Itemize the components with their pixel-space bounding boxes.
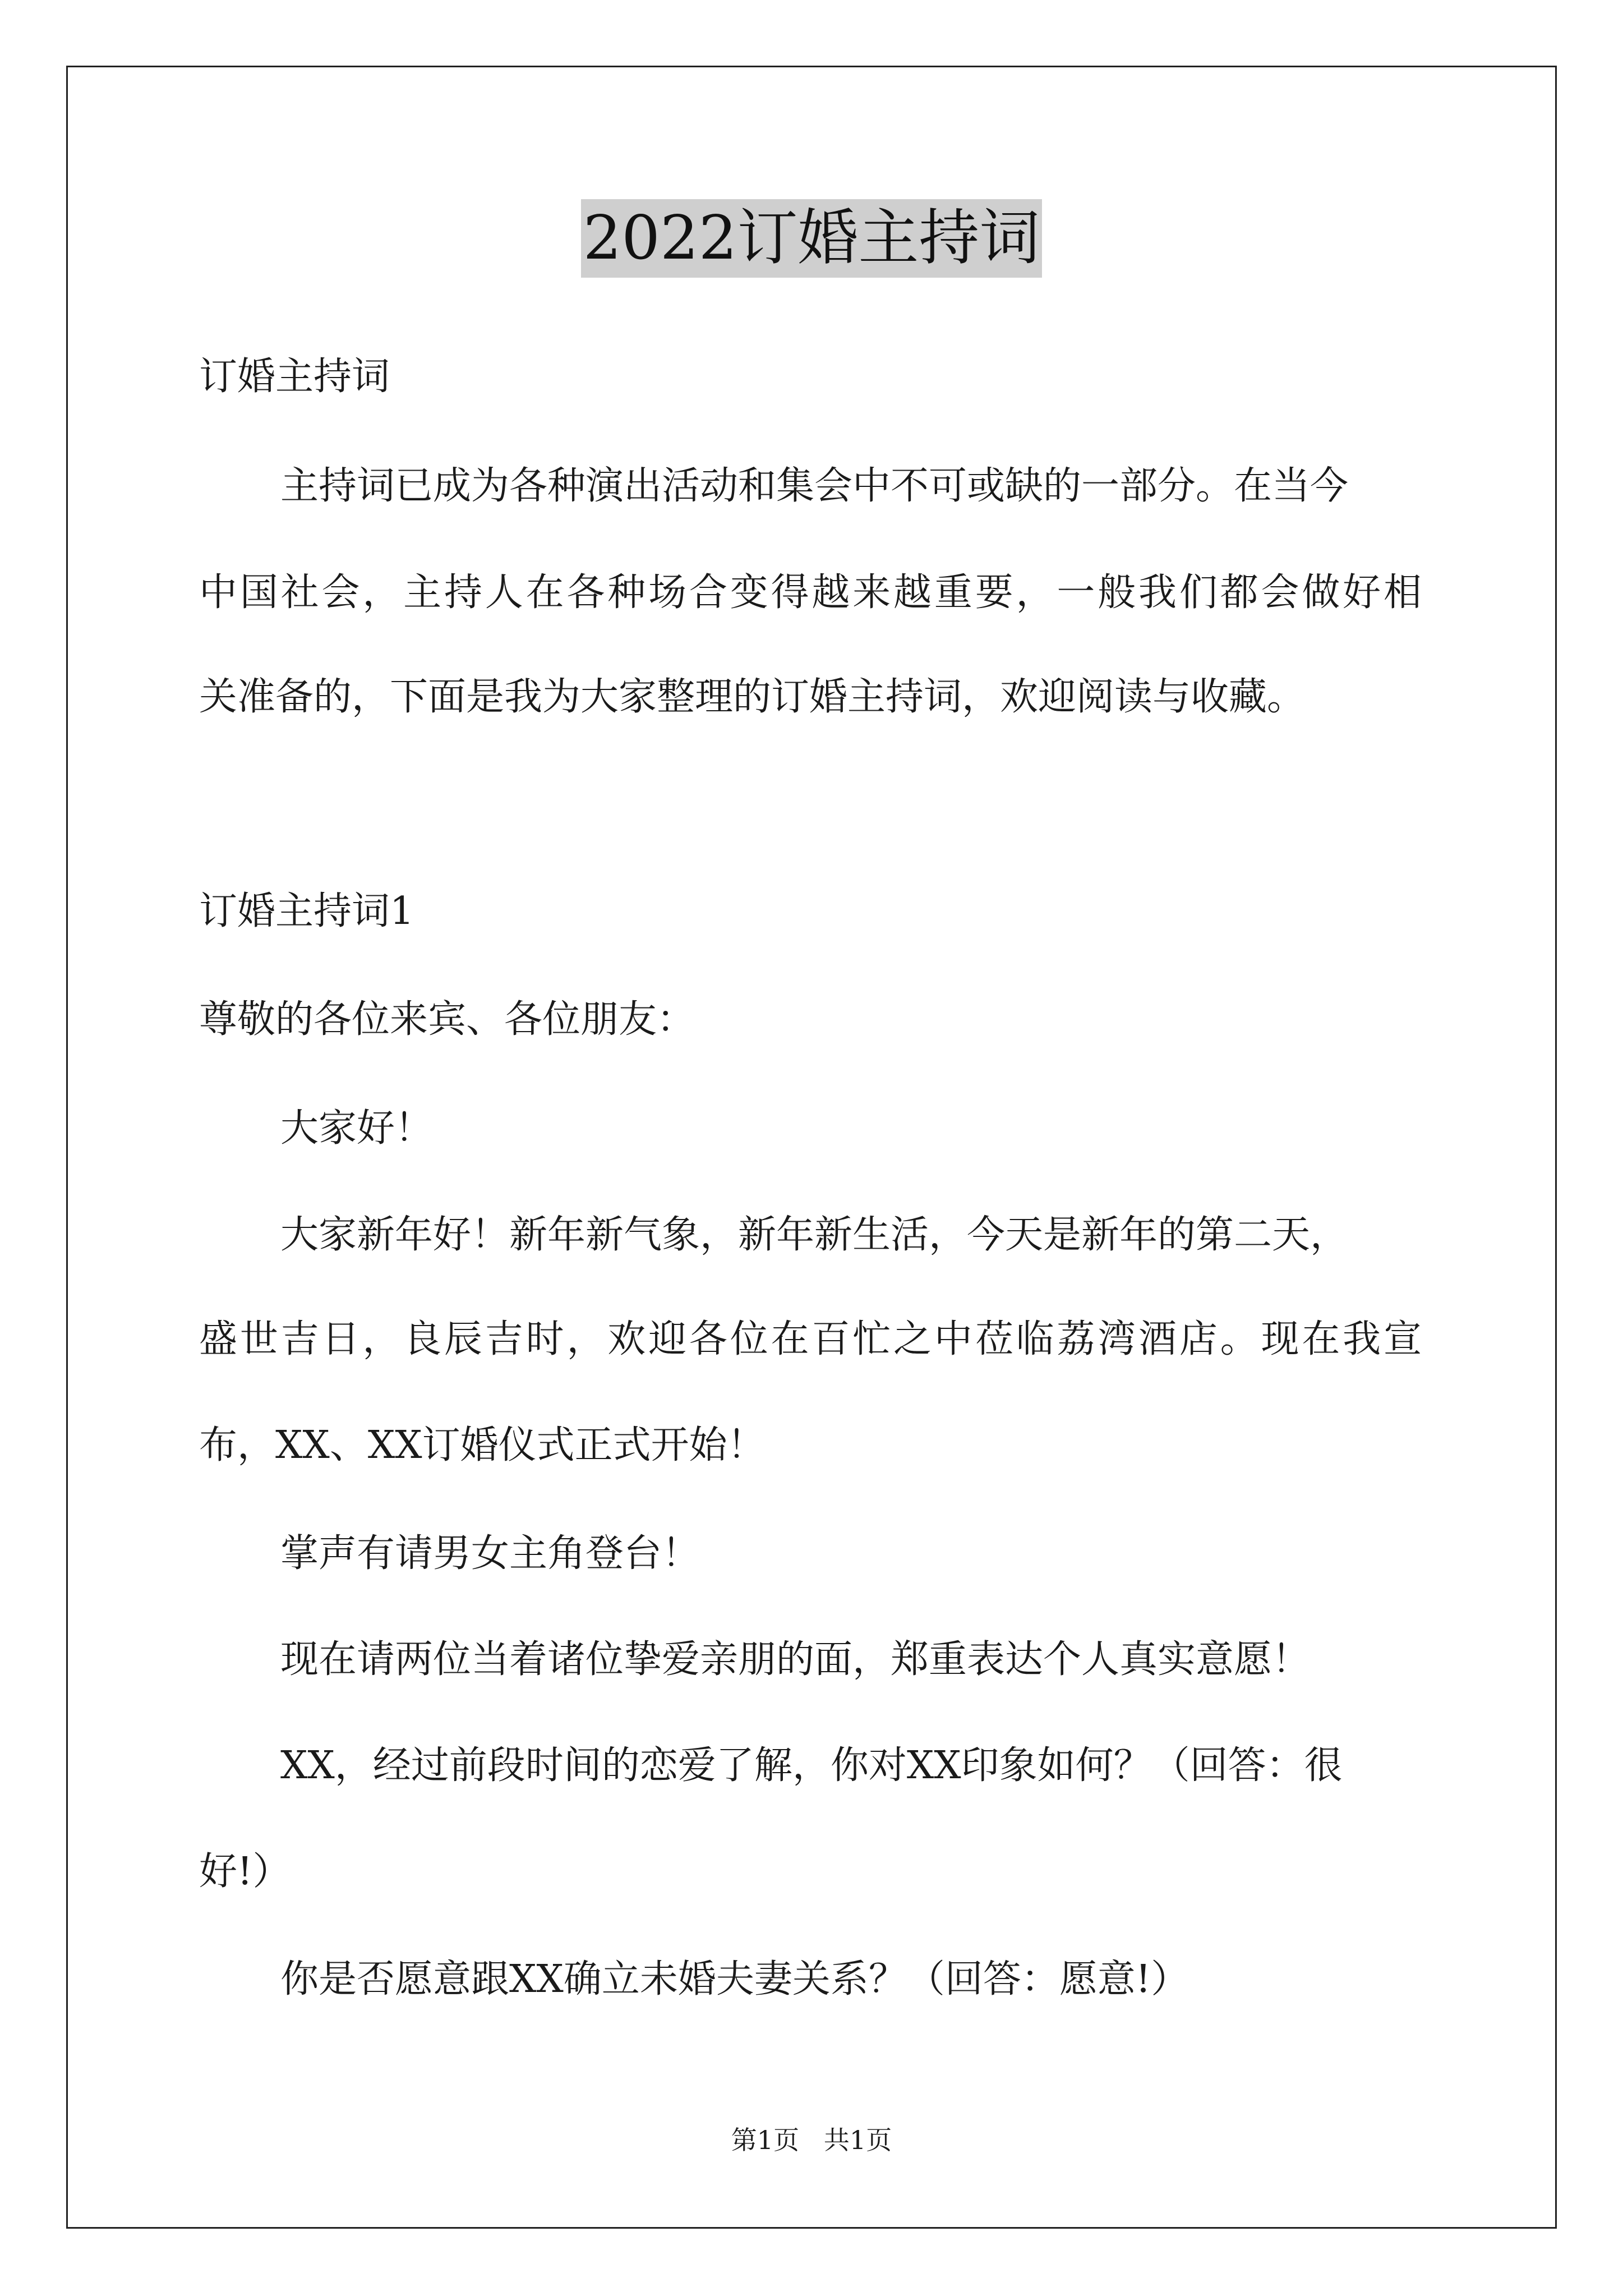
paragraph-line: 大家好！ <box>280 1106 434 1151</box>
paragraph-line: 盛世吉日，良辰吉时，欢迎各位在百忙之中莅临荔湾酒店。现在我宣 <box>199 1317 1422 1361</box>
paragraph-line: 主持词已成为各种演出活动和集会中不可或缺的一部分。在当今 <box>280 464 1349 508</box>
paragraph-line: 掌声有请男女主角登台！ <box>280 1531 700 1576</box>
document-title: 2022订婚主持词 <box>581 199 1043 278</box>
paragraph-line: 你是否愿意跟XX确立未婚夫妻关系？（回答：愿意!） <box>280 1957 1189 2001</box>
paragraph-line: XX，经过前段时间的恋爱了解，你对XX印象如何？（回答：很 <box>280 1743 1343 1788</box>
paragraph-line: 大家新年好！新年新气象，新年新生活，今天是新年的第二天， <box>280 1213 1349 1257</box>
paragraph-line: 现在请两位当着诸位挚爱亲朋的面，郑重表达个人真实意愿！ <box>280 1637 1311 1682</box>
title-container <box>0 199 1623 278</box>
section-heading: 订婚主持词 <box>199 355 390 399</box>
paragraph-line: 中国社会，主持人在各种场合变得越来越重要，一般我们都会做好相 <box>199 570 1422 615</box>
paragraph-line: 关准备的，下面是我为大家整理的订婚主持词，欢迎阅读与收藏。 <box>199 675 1306 719</box>
paragraph-line: 好!） <box>199 1849 291 1894</box>
section-heading: 订婚主持词1 <box>199 889 414 933</box>
paragraph-line: 布，XX、XX订婚仪式正式开始！ <box>199 1423 766 1467</box>
page-footer: 第1页 共1页 <box>731 2125 892 2155</box>
salutation-line: 尊敬的各位来宾、各位朋友： <box>199 997 695 1042</box>
